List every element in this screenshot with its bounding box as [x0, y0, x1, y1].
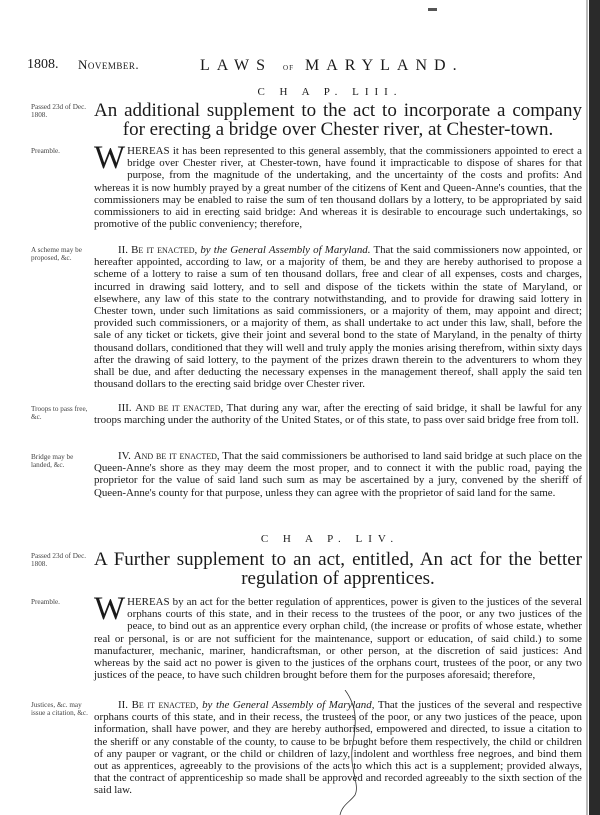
drop-cap: W [94, 591, 126, 627]
pen-stroke-mark [330, 690, 370, 815]
section-paragraph: IV. And be it enacted, That the said commissioners be authorised to land said bridge at such place on the Queen-Anne's shore as they may deem the most proper, and to connect it with the public road, paying the proprietor for the value of said land such sum as may be ascertained by a jury, convened by the sheriff of Queen-Anne's county for that purpose, unless they can agree with the proprietor of said land for the same. [94, 450, 582, 499]
page-month: November. [78, 57, 140, 72]
section-paragraph: III. And be it enacted, That during any war, after the erecting of said bridge, it shall be lawful for any troops marching under the authority of the United States, or of this state, to pass over said bridge free from toll. [94, 402, 582, 427]
margin-note: Troops to pass free, &c. [31, 405, 88, 421]
chapter-title: An additional supplement to the act to incorporate a company for erecting a bridge over Chester river, at Chester-town. [94, 100, 582, 140]
running-title: LAWS of MARYLAND. [200, 57, 464, 74]
margin-note-passed: Passed 23d of Dec. 1808. [31, 103, 87, 119]
margin-note: Justices, &c. may issue a citation, &c. [31, 701, 88, 717]
chapter-heading: C H A P. LIII. [257, 86, 403, 98]
scan-edge [589, 0, 600, 815]
margin-note-passed: Passed 23d of Dec. 1808. [31, 552, 87, 568]
margin-note-preamble: Preamble. [31, 147, 60, 155]
scan-speck [428, 8, 437, 11]
preamble-paragraph: WHEREAS by an act for the better regulation of apprentices, power is given to the justices of the several orphans courts of this state, and in their recess to the trustees of the poor, or any two justices of the peace, to bind out as an apprentice every orphan child, (the increase or profits of whose estate, whether real or personal, is or are not sufficient for the maintenance, support or education, of said child.) to some manufacturer, mechanic, mariner, handicraftsman, or other person, at the discretion of said justices: And whereas by the said act no power is given to the justices of the orphans court, trustees of the poor, or any two justices of the peace, to have such children brought before them for the purposes aforesaid; therefore, [94, 591, 582, 682]
scan-edge-shadow [586, 0, 588, 815]
margin-note-preamble: Preamble. [31, 598, 60, 606]
section-paragraph: II. Be it enacted, by the General Assembly of Maryland, That the justices of the several and respective orphans courts of this state, and in their recess, the trustees of the poor, or any two justices of the peace, upon information, shall have power, and they are hereby authorised, empowered and directed, to issue a citation to the sheriff or any constable of the county, to cause to be brought before them respectively, the child or children of any pauper or vagrant, or the child or children of lazy, indolent and worthless free negroes, and bind them out as apprentices, agreeably to the provisions of the acts to which this act is a supplement; provided always, that the contract of apprenticeship so made shall be approved and recorded agreeably to the sixth section of the said law. [94, 699, 582, 797]
page-year: 1808. [27, 57, 59, 72]
drop-cap: W [94, 140, 126, 176]
chapter-heading: C H A P. LIV. [260, 533, 400, 545]
margin-note: A scheme may be proposed, &c. [31, 246, 82, 262]
preamble-paragraph: WHEREAS it has been represented to this general assembly, that the commissioners appointed to erect a bridge over Chester river, at Chester-town, have found it impracticable to dispose of shares for that purpose, from the magnitude of the undertaking, and the uncertainty of the costs and profits: And whereas it is now humbly prayed by a great number of the citizens of Kent and Queen-Anne's counties, that the commissioners may be enabled to raise the sum of ten thousand dollars by a lottery, to be appropriated by said commissioners to aid in erecting said bridge: And whereas it is desirable to encourage such undertakings, so promotive of the public conveniency; therefore, [94, 140, 582, 231]
margin-note: Bridge may be landed, &c. [31, 453, 74, 469]
section-paragraph: II. Be it enacted, by the General Assembly of Maryland. That the said commissioners now appointed, or hereafter appointed, according to law, or a majority of them, be and they are hereby authorised to propose a scheme of a lottery to raise a sum of ten thousand dollars, free and clear of all expenses, costs and charges, incurred in drawing said lottery, and to sell and dispose of the tickets within the state of Maryland, or elsewhere, any law of this state to the contrary notwithstanding, and to provide for drawing said lottery in Chester town, under such limitations as said commissioners, or a majority of them, may appoint and direct; provided such commissioners, or a majority of them, as shall undertake to act under this law, shall, before the sale of any ticket or tickets, give their joint and several bond to the state of Maryland, in the penalty of thirty thousand dollars, conditioned that they will well and truly apply the monies arising therefrom, within sixty days after the drawing of said lottery, to the payment of the prizes drawn therein to the adventurers to whom they shall be due, and after deducting the necessary expenses in the management thereof, shall apply the said ten thousand dollars to the erecting said bridge over Chester river. [94, 244, 582, 391]
chapter-title: A Further supplement to an act, entitled, An act for the better regulation of apprentices. [94, 549, 582, 589]
